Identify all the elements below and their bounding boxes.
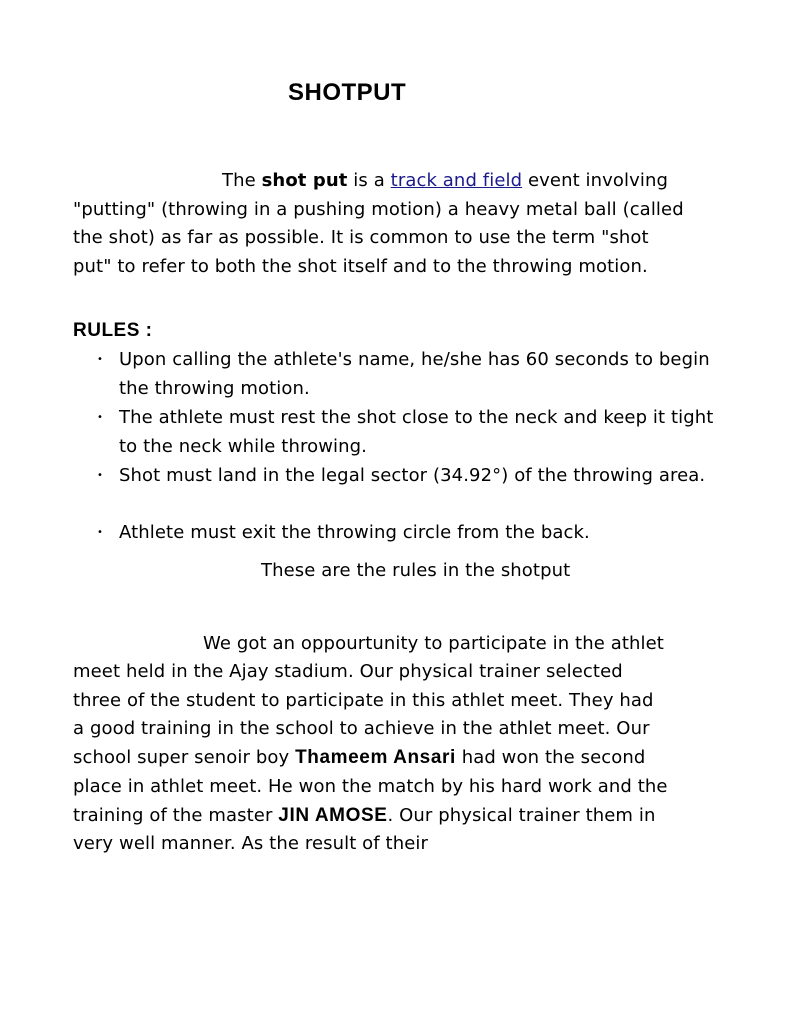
rule-text: Shot must land in the legal sector (34.92°) of the throwing area. xyxy=(119,465,706,486)
intro-line-2: "putting" (throwing in a pushing motion) a heavy metal ball (called xyxy=(73,199,684,220)
intro-text: event involving xyxy=(522,170,669,191)
bullet-icon: • xyxy=(97,527,103,538)
rules-heading: RULES : xyxy=(73,320,153,341)
story-line-1: We got an oppourtunity to participate in the athlet xyxy=(203,633,664,654)
rule-item xyxy=(97,345,719,403)
intro-line-3: the shot) as far as possible. It is common to use the term "shot xyxy=(73,227,649,248)
rule-text: Athlete must exit the throwing circle from the back. xyxy=(119,522,590,543)
page-title: SHOTPUT xyxy=(288,79,407,106)
student-name: Thameem Ansari xyxy=(295,747,456,768)
intro-text: The xyxy=(222,170,262,191)
bullet-icon: • xyxy=(97,354,103,365)
story-line-4: a good training in the school to achieve in the athlet meet. Our xyxy=(73,718,650,739)
bullet-icon: • xyxy=(97,470,103,481)
intro-line-4: put" to refer to both the shot itself and to the throwing motion. xyxy=(73,256,648,277)
story-line-7 xyxy=(73,801,655,830)
track-and-field-link[interactable]: track and field xyxy=(390,170,523,191)
rule-text: Upon calling the athlete's name, he/she has 60 seconds to begin the throwing motion. xyxy=(119,349,710,399)
story-text: . Our physical trainer them in xyxy=(387,805,656,826)
rule-item xyxy=(97,518,719,547)
intro-line-1 xyxy=(222,166,668,195)
intro-text: is a xyxy=(347,170,391,191)
rule-item xyxy=(97,403,719,461)
story-line-3: three of the student to participate in this athlet meet. They had xyxy=(73,690,654,711)
story-line-2: meet held in the Ajay stadium. Our physical trainer selected xyxy=(73,661,623,682)
story-text: school super senoir boy xyxy=(73,747,296,768)
bullet-icon: • xyxy=(97,412,103,423)
rule-item xyxy=(97,461,719,490)
story-line-5 xyxy=(73,743,645,772)
term-shot-put: shot put xyxy=(261,170,348,191)
master-name: JIN AMOSE xyxy=(278,805,388,826)
story-text: had won the second xyxy=(455,747,646,768)
rule-text: The athlete must rest the shot close to the neck and keep it tight to the neck while throwing. xyxy=(119,407,714,457)
story-line-8: very well manner. As the result of their xyxy=(73,833,428,854)
story-text: training of the master xyxy=(73,805,279,826)
rules-summary: These are the rules in the shotput xyxy=(261,560,571,581)
story-line-6: place in athlet meet. He won the match by his hard work and the xyxy=(73,776,668,797)
